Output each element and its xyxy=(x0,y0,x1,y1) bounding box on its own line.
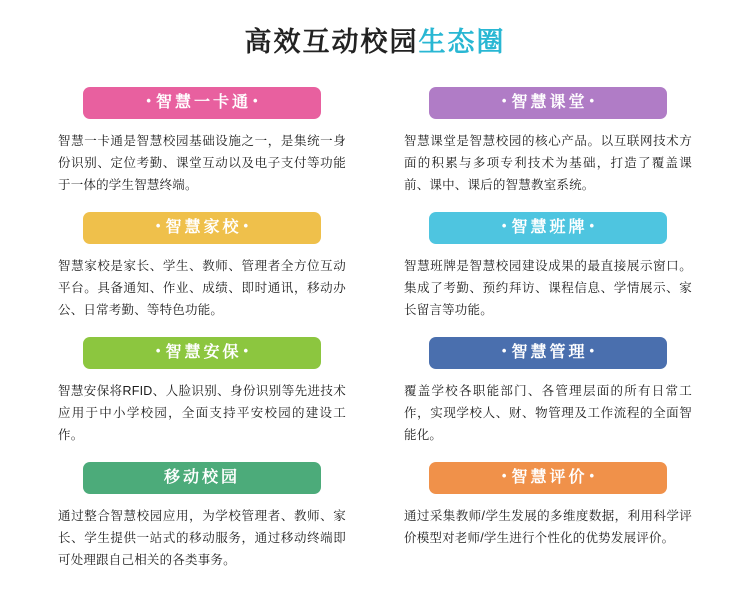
card-title-label: 智慧安保 xyxy=(165,344,242,361)
card-class-board xyxy=(404,212,692,321)
card-mobile-campus xyxy=(58,462,346,571)
bullet-dot-icon: • xyxy=(146,93,151,108)
bullet-dot-icon: • xyxy=(155,218,161,233)
card-header-smart-classroom[interactable] xyxy=(429,87,667,119)
card-security xyxy=(58,337,346,446)
bullet-dot-icon: • xyxy=(253,93,258,108)
card-evaluation xyxy=(404,462,692,549)
card-title-label: 智慧课堂 xyxy=(511,94,588,111)
bullet-dot-icon: • xyxy=(243,343,249,358)
content-columns xyxy=(0,65,750,585)
card-header-class-board[interactable] xyxy=(429,212,667,244)
bullet-dot-icon: • xyxy=(501,218,507,233)
card-description: 智慧一卡通是智慧校园基础设施之一，是集统一身份识别、定位考勤、课堂互动以及电子支付等功能于一体的学生智慧终端。 xyxy=(58,134,346,192)
card-description: 智慧班牌是智慧校园建设成果的最直接展示窗口。集成了考勤、预约拜访、课程信息、学情展示、家长留言等功能。 xyxy=(404,259,692,317)
card-smart-card xyxy=(58,87,346,196)
card-description: 智慧家校是家长、学生、教师、管理者全方位互动平台。具备通知、作业、成绩、即时通讯，移动办公、日常考勤、等特色功能。 xyxy=(58,259,346,317)
card-description: 智慧安保将RFID、人脸识别、身份识别等先进技术应用于中小学校园，全面支持平安校园的建设工作。 xyxy=(58,384,346,442)
right-column xyxy=(404,87,692,585)
card-title-label: 智慧评价 xyxy=(511,469,588,486)
page-title xyxy=(0,0,750,65)
card-title-label: 智慧家校 xyxy=(165,219,242,236)
card-home-school xyxy=(58,212,346,321)
bullet-dot-icon: • xyxy=(589,343,595,358)
card-header-evaluation[interactable] xyxy=(429,462,667,494)
bullet-dot-icon: • xyxy=(501,343,507,358)
card-title-label: 智慧一卡通 xyxy=(155,94,251,111)
bullet-dot-icon: • xyxy=(501,468,507,483)
card-management xyxy=(404,337,692,446)
card-title-label: 智慧班牌 xyxy=(511,219,588,236)
bullet-dot-icon: • xyxy=(155,343,161,358)
bullet-dot-icon: • xyxy=(501,93,507,108)
card-description: 智慧课堂是智慧校园的核心产品。以互联网技术方面的积累与多项专利技术为基础，打造了覆盖课前、课中、课后的智慧教室系统。 xyxy=(404,134,692,192)
card-description: 通过整合智慧校园应用，为学校管理者、教师、家长、学生提供一站式的移动服务，通过移动终端即可处理跟自己相关的各类事务。 xyxy=(58,509,346,567)
card-title-label: 移动校园 xyxy=(163,469,240,486)
page-title-main: 高效互动校园 xyxy=(244,27,419,57)
left-column xyxy=(58,87,346,585)
card-smart-classroom xyxy=(404,87,692,196)
card-header-home-school[interactable] xyxy=(83,212,321,244)
bullet-dot-icon: • xyxy=(589,218,595,233)
card-header-smart-card[interactable] xyxy=(83,87,321,119)
bullet-dot-icon: • xyxy=(589,93,595,108)
card-description: 通过采集教师/学生发展的多维度数据，利用科学评价模型对老师/学生进行个性化的优势发展评价。 xyxy=(404,509,692,545)
card-header-security[interactable] xyxy=(83,337,321,369)
bullet-dot-icon: • xyxy=(243,218,249,233)
page-title-accent: 生态圈 xyxy=(418,27,506,57)
card-header-mobile-campus[interactable] xyxy=(83,462,321,494)
card-title-label: 智慧管理 xyxy=(511,344,588,361)
card-header-management[interactable] xyxy=(429,337,667,369)
card-description: 覆盖学校各职能部门、各管理层面的所有日常工作，实现学校人、财、物管理及工作流程的全面智能化。 xyxy=(404,384,692,442)
bullet-dot-icon: • xyxy=(589,468,595,483)
